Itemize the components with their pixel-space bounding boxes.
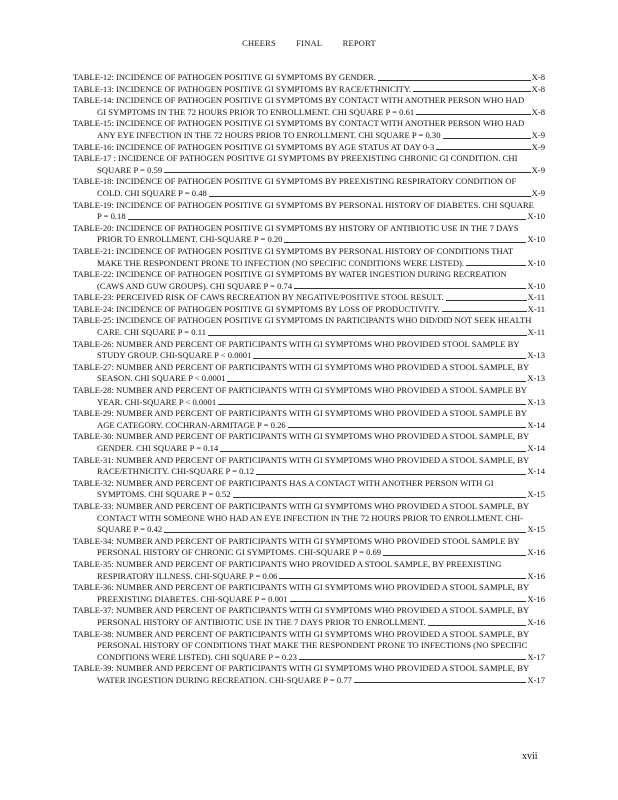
leader-line [299, 659, 526, 660]
toc-entry-title [73, 629, 545, 641]
toc-entry-continuation [73, 617, 545, 629]
toc-entry-title [73, 84, 545, 96]
toc-entry[interactable] [73, 72, 545, 84]
leader-line [227, 381, 526, 382]
leader-line [209, 196, 531, 197]
toc-entry-continuation [73, 420, 545, 432]
toc-entry[interactable] [73, 223, 545, 246]
toc-entry-text: RACE/ETHNICITY. CHI-SQUARE P = 0.12 [97, 466, 255, 477]
leader-line [164, 172, 530, 173]
toc-entry-continuation [73, 443, 545, 455]
toc-entry-page: X-9 [531, 187, 545, 198]
toc-entry[interactable] [73, 408, 545, 431]
toc-entry-text: TABLE-17 : INCIDENCE OF PATHOGEN POSITIVE GI SYMPTOMS BY PREEXISTING CHRONIC GI CONDITION. CHI [73, 153, 518, 164]
leader-line [220, 451, 526, 452]
toc-entry-page: X-10 [527, 234, 545, 245]
toc-entry-page: X-9 [531, 164, 545, 175]
toc-entry-title [73, 663, 545, 675]
toc-entry-title [73, 72, 545, 84]
toc-entry[interactable] [73, 84, 545, 96]
leader-line [428, 625, 527, 626]
toc-entry-continuation [73, 211, 545, 223]
toc-entry-text: PERSONAL HISTORY OF CHRONIC GI SYMPTOMS. CHI-SQUARE P = 0.69 [97, 547, 382, 558]
toc-entry-title [73, 362, 545, 374]
leader-line [208, 335, 527, 336]
toc-entry-text: SYMPTOMS. CHI SQUARE P = 0.52 [97, 489, 231, 500]
toc-entry-text: TABLE-16: INCIDENCE OF PATHOGEN POSITIVE GI SYMPTOMS BY AGE STATUS AT DAY 0-3 [73, 141, 435, 152]
toc-entry-title [73, 118, 545, 130]
toc-entry-text: TABLE-39: NUMBER AND PERCENT OF PARTICIPANTS WITH GI SYMPTOMS WHO PROVIDED A STOOL SAMPLE, BY [73, 663, 530, 674]
list-of-tables [73, 72, 545, 686]
toc-entry-title [73, 176, 545, 188]
toc-entry-page: X-15 [527, 489, 545, 500]
toc-entry-text: GI SYMPTOMS IN THE 72 HOURS PRIOR TO ENROLLMENT. CHI SQUARE P = 0.61 [97, 106, 415, 117]
toc-entry-continuation [73, 466, 545, 478]
header-final: FINAL [296, 38, 323, 48]
toc-entry-continuation [73, 652, 545, 664]
leader-line [443, 138, 531, 139]
toc-entry-continuation [73, 594, 545, 606]
toc-entry-continuation [73, 258, 545, 270]
toc-entry-continuation [73, 571, 545, 583]
toc-entry-text: COLD. CHI SQUARE P = 0.48 [97, 187, 207, 198]
leader-line [294, 288, 526, 289]
toc-entry-text: (CAWS AND GUW GROUPS). CHI SQUARE P = 0.74 [97, 280, 293, 291]
toc-entry-text: TABLE-32: NUMBER AND PERCENT OF PARTICIPANTS HAS A CONTACT WITH ANOTHER PERSON WITH GI [73, 477, 494, 488]
toc-entry-title [73, 431, 545, 443]
toc-entry-continuation [73, 513, 545, 525]
leader-line [164, 532, 526, 533]
toc-entry-text: TABLE-34: NUMBER AND PERCENT OF PARTICIPANTS WITH GI SYMPTOMS WHO PROVIDED STOOL SAMPLE BY [73, 535, 520, 546]
toc-entry[interactable] [73, 269, 545, 292]
toc-entry-page: X-11 [527, 327, 545, 338]
toc-entry-page: X-8 [531, 83, 545, 94]
toc-entry-page: X-11 [527, 292, 545, 303]
toc-entry[interactable] [73, 200, 545, 223]
toc-entry-continuation [73, 675, 545, 687]
toc-entry-page: X-14 [527, 443, 545, 453]
leader-line [253, 358, 526, 359]
toc-entry-text: TABLE-33: NUMBER AND PERCENT OF PARTICIPANTS WITH GI SYMPTOMS WHO PROVIDED A STOOL SAMPLE, BY [73, 500, 530, 511]
toc-entry-text: TABLE-29: NUMBER AND PERCENT OF PARTICIPANTS WITH GI SYMPTOMS WHO PROVIDED A STOOL SAMPLE BY [73, 408, 528, 419]
toc-entry-page: X-16 [527, 547, 545, 558]
toc-entry-continuation [73, 327, 545, 339]
toc-entry-title [73, 153, 545, 165]
toc-entry-title [73, 304, 545, 316]
toc-entry-page: X-16 [527, 616, 545, 627]
toc-entry-text: ANY EYE INFECTION IN THE 72 HOURS PRIOR TO ENROLLMENT. CHI SQUARE P = 0.30 [97, 129, 441, 140]
toc-entry-title [73, 478, 545, 490]
toc-entry-page: X-13 [527, 350, 545, 361]
leader-line [284, 242, 526, 243]
leader-line [442, 311, 527, 312]
toc-entry-page: X-10 [527, 211, 545, 222]
toc-entry-page: X-13 [527, 396, 545, 407]
toc-entry-page: X-8 [531, 72, 545, 82]
page-number: xvii [522, 751, 538, 762]
toc-entry-text: TABLE-15: INCIDENCE OF PATHOGEN POSITIVE GI SYMPTOMS BY CONTACT WITH ANOTHER PERSON WHO HAD [73, 118, 525, 129]
toc-entry[interactable] [73, 629, 545, 664]
toc-entry[interactable] [73, 153, 545, 176]
toc-entry-text: TABLE-35: NUMBER AND PERCENT OF PARTICIPANTS WHO PROVIDED A STOOL SAMPLE, BY PREEXISTING [73, 558, 502, 569]
toc-entry-text: TABLE-26: NUMBER AND PERCENT OF PARTICIPANTS WITH GI SYMPTOMS WHO PROVIDED STOOL SAMPLE BY [73, 338, 520, 349]
toc-entry-text: TABLE-28: NUMBER AND PERCENT OF PARTICIPANTS WITH GI SYMPTOMS WHO PROVIDED A STOOL SAMPLE BY [73, 385, 528, 396]
toc-entry-text: TABLE-25: INCIDENCE OF PATHOGEN POSITIVE GI SYMPTOMS IN PARTICIPANTS WHO DID/DID NOT SEEK HEALTH [73, 315, 532, 326]
toc-entry-page: X-16 [527, 593, 545, 604]
toc-entry[interactable] [73, 455, 545, 478]
toc-entry-page: X-11 [527, 303, 545, 314]
toc-entry[interactable] [73, 501, 545, 536]
toc-entry-continuation [73, 397, 545, 409]
toc-entry-page: X-14 [527, 419, 545, 430]
leader-line [383, 555, 526, 556]
leader-line [466, 265, 526, 266]
leader-line [413, 91, 531, 92]
toc-entry-title [73, 455, 545, 467]
leader-line [279, 578, 526, 579]
toc-entry-text: WATER INGESTION DURING RECREATION. CHI-SQUARE P = 0.77 [97, 674, 352, 685]
toc-entry-page: X-16 [527, 570, 545, 581]
toc-entry[interactable] [73, 315, 545, 338]
toc-entry[interactable] [73, 292, 545, 304]
toc-entry[interactable] [73, 559, 545, 582]
toc-entry-page: X-10 [527, 257, 545, 268]
toc-entry-text: PRIOR TO ENROLLMENT. CHI-SQUARE P = 0.20 [97, 234, 283, 245]
leader-line [218, 404, 526, 405]
toc-entry[interactable] [73, 118, 545, 141]
toc-entry-title [73, 605, 545, 617]
toc-entry-text: PREEXISTING DIABETES. CHI-SQUARE P = 0.001 [97, 593, 288, 604]
toc-entry-text: TABLE-20: INCIDENCE OF PATHOGEN POSITIVE GI SYMPTOMS BY HISTORY OF ANTIBIOTIC USE IN THE 7 DAYS [73, 222, 519, 233]
toc-entry-continuation [73, 107, 545, 119]
toc-entry-text: TABLE-14: INCIDENCE OF PATHOGEN POSITIVE GI SYMPTOMS BY CONTACT WITH ANOTHER PERSON WHO HAD [73, 95, 525, 106]
toc-entry-page: X-15 [527, 524, 545, 535]
toc-entry-text: SQUARE P = 0.59 [97, 164, 163, 175]
toc-entry[interactable] [73, 339, 545, 362]
toc-entry-text: YEAR. CHI-SQUARE P < 0.0001 [97, 396, 217, 407]
toc-entry-title [73, 95, 545, 107]
toc-entry-text: CARE. CHI SQUARE P = 0.11 [97, 327, 207, 338]
toc-entry-text: AGE CATEGORY. COCHRAN-ARMITAGE P = 0.26 [97, 419, 286, 430]
toc-entry-text: TABLE-19: INCIDENCE OF PATHOGEN POSITIVE GI SYMPTOMS BY PERSONAL HISTORY OF DIABETES. CHI SQUARE [73, 199, 534, 210]
leader-line [416, 114, 530, 115]
toc-entry-continuation [73, 640, 545, 652]
leader-line [233, 497, 527, 498]
toc-entry-title [73, 582, 545, 594]
toc-entry-text: TABLE-22: INCIDENCE OF PATHOGEN POSITIVE GI SYMPTOMS BY WATER INGESTION DURING RECREATION [73, 269, 507, 280]
toc-entry-continuation [73, 350, 545, 362]
toc-entry[interactable] [73, 95, 545, 118]
toc-entry-text: PERSONAL HISTORY OF CONDITIONS THAT MAKE THE RESPONDENT PRONE TO INFECTIONS (NO SPECIFIC [97, 640, 528, 651]
leader-line [128, 219, 527, 220]
toc-entry-page: X-10 [527, 280, 545, 291]
toc-entry-text: TABLE-13: INCIDENCE OF PATHOGEN POSITIVE GI SYMPTOMS BY RACE/ETHNICITY. [73, 83, 412, 94]
toc-entry[interactable] [73, 663, 545, 686]
toc-entry-text: TABLE-36: NUMBER AND PERCENT OF PARTICIPANTS WITH GI SYMPTOMS WHO PROVIDED A STOOL SAMPLE, BY [73, 582, 530, 593]
toc-entry-text: TABLE-12: INCIDENCE OF PATHOGEN POSITIVE GI SYMPTOMS BY GENDER. [73, 72, 376, 82]
toc-entry-text: TABLE-18: INCIDENCE OF PATHOGEN POSITIVE GI SYMPTOMS BY PREEXISTING RESPIRATORY CONDITION OF [73, 176, 517, 187]
toc-entry-text: TABLE-37: NUMBER AND PERCENT OF PARTICIPANTS WITH GI SYMPTOMS WHO PROVIDED A STOOL SAMPLE, BY [73, 605, 530, 616]
toc-entry-continuation [73, 489, 545, 501]
toc-entry-title [73, 559, 545, 571]
leader-line [288, 427, 527, 428]
toc-entry-text: TABLE-27: NUMBER AND PERCENT OF PARTICIPANTS WITH GI SYMPTOMS WHO PROVIDED A STOOL SAMPLE, BY [73, 361, 530, 372]
toc-entry-continuation [73, 234, 545, 246]
running-header [0, 38, 618, 48]
toc-entry[interactable] [73, 582, 545, 605]
toc-entry-title [73, 501, 545, 513]
toc-entry-continuation [73, 373, 545, 385]
toc-entry[interactable] [73, 478, 545, 501]
toc-entry-text: TABLE-24: INCIDENCE OF PATHOGEN POSITIVE GI SYMPTOMS BY LOSS OF PRODUCTIVITY. [73, 303, 440, 314]
header-org: CHEERS [242, 38, 276, 48]
leader-line [256, 474, 526, 475]
leader-line [354, 682, 526, 683]
toc-entry-page: X-9 [531, 129, 545, 140]
toc-entry-continuation [73, 130, 545, 142]
toc-entry[interactable] [73, 431, 545, 454]
leader-line [436, 149, 530, 150]
toc-entry-title [73, 315, 545, 327]
toc-entry-title [73, 142, 545, 154]
toc-entry[interactable] [73, 605, 545, 628]
toc-entry-text: TABLE-30: NUMBER AND PERCENT OF PARTICIPANTS WITH GI SYMPTOMS WHO PROVIDED A STOOL SAMPLE, BY [73, 431, 530, 442]
toc-entry-title [73, 246, 545, 258]
toc-entry-text: TABLE-21: INCIDENCE OF PATHOGEN POSITIVE GI SYMPTOMS BY PERSONAL HISTORY OF CONDITIONS THAT [73, 245, 514, 256]
toc-entry[interactable] [73, 362, 545, 385]
toc-entry-text: TABLE-31: NUMBER AND PERCENT OF PARTICIPANTS WITH GI SYMPTOMS WHO PROVIDED A STOOL SAMPLE, BY [73, 454, 530, 465]
toc-entry-continuation [73, 524, 545, 536]
toc-entry-page: X-9 [531, 141, 545, 152]
toc-entry[interactable] [73, 385, 545, 408]
toc-entry[interactable] [73, 176, 545, 199]
toc-entry-title [73, 292, 545, 304]
toc-entry-title [73, 536, 545, 548]
toc-entry[interactable] [73, 304, 545, 316]
toc-entry-page: X-14 [527, 466, 545, 477]
toc-entry-title [73, 200, 545, 212]
toc-entry-text: TABLE-23: PERCEIVED RISK OF CAWS RECREATION BY NEGATIVE/POSITIVE STOOL RESULT. [73, 292, 444, 303]
leader-line [290, 601, 527, 602]
leader-line [446, 300, 527, 301]
toc-entry-text: P = 0.18 [97, 211, 126, 222]
toc-entry-continuation [73, 188, 545, 200]
toc-entry-text: SQUARE P = 0.42 [97, 524, 163, 535]
toc-entry[interactable] [73, 536, 545, 559]
toc-entry-continuation [73, 165, 545, 177]
toc-entry-text: GENDER. CHI SQUARE P = 0.14 [97, 443, 219, 453]
toc-entry-continuation [73, 547, 545, 559]
toc-entry-continuation [73, 281, 545, 293]
toc-entry-text: MAKE THE RESPONDENT PRONE TO INFECTION (NO SPECIFIC CONDITIONS WERE LISTED). [97, 257, 465, 268]
toc-entry[interactable] [73, 246, 545, 269]
toc-entry-page: X-17 [527, 674, 545, 685]
toc-entry-text: SEASON. CHI SQUARE P < 0.0001 [97, 373, 226, 384]
toc-entry-text: RESPIRATORY ILLNESS. CHI-SQUARE P = 0.06 [97, 570, 278, 581]
toc-entry-text: TABLE-38: NUMBER AND PERCENT OF PARTICIPANTS WITH GI SYMPTOMS WHO PROVIDED A STOOL SAMPLE, BY [73, 628, 530, 639]
toc-entry-text: CONTACT WITH SOMEONE WHO HAD AN EYE INFECTION IN THE 72 HOURS PRIOR TO ENROLLMENT. CHI- [97, 512, 523, 523]
leader-line [378, 80, 531, 81]
toc-entry-page: X-17 [527, 651, 545, 662]
toc-entry-text: STUDY GROUP. CHI-SQUARE P < 0.0001 [97, 350, 252, 361]
toc-entry-title [73, 269, 545, 281]
toc-entry-text: PERSONAL HISTORY OF ANTIBIOTIC USE IN THE 7 DAYS PRIOR TO ENROLLMENT. [97, 616, 426, 627]
toc-entry-title [73, 408, 545, 420]
toc-entry-page: X-13 [527, 373, 545, 384]
toc-entry[interactable] [73, 142, 545, 154]
toc-entry-title [73, 385, 545, 397]
toc-entry-title [73, 339, 545, 351]
toc-entry-title [73, 223, 545, 235]
toc-entry-page: X-8 [531, 106, 545, 117]
header-report: REPORT [342, 38, 376, 48]
toc-entry-text: CONDITIONS WERE LISTED). CHI SQUARE P = 0.23 [97, 651, 297, 662]
